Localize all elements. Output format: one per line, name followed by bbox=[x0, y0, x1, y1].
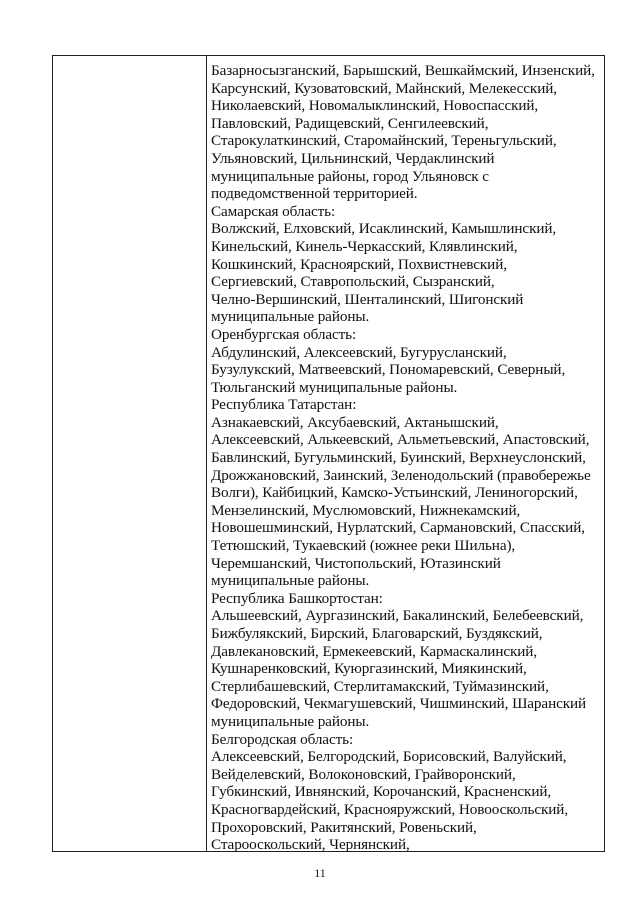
text-line: Новошешминский, Нурлатский, Сармановский, Спасский, bbox=[211, 519, 585, 537]
text-line: Белгородская область: bbox=[211, 730, 354, 748]
text-line: Кошкинский, Красноярский, Похвистневский, bbox=[211, 255, 507, 273]
text-line: Мензелинский, Муслюмовский, Нижнекамский, bbox=[211, 501, 521, 519]
column-divider bbox=[206, 56, 207, 851]
document-table bbox=[52, 55, 605, 852]
text-line: Оренбургская область: bbox=[211, 325, 357, 343]
text-line: Самарская область: bbox=[211, 202, 336, 220]
text-line: муниципальные районы. bbox=[211, 308, 370, 326]
text-line: Федоровский, Чекмагушевский, Чишминский, Шаранский bbox=[211, 695, 587, 713]
text-line: Дрожжановский, Заинский, Зеленодольский (правобережье bbox=[211, 466, 591, 484]
text-line: Губкинский, Ивнянский, Корочанский, Красненский, bbox=[211, 783, 552, 801]
text-line: Базарносызганский, Барышский, Вешкаймский, Инзенский, bbox=[211, 62, 595, 79]
text-line: Стерлибашевский, Стерлитамакский, Туймазинский, bbox=[211, 677, 549, 695]
text-line: Алексеевский, Алькеевский, Альметьевский, Апастовский, bbox=[211, 431, 590, 449]
text-line: Бузулукский, Матвеевский, Пономаревский, Северный, bbox=[211, 361, 566, 379]
text-line: Ульяновский, Цильнинский, Чердаклинский bbox=[211, 149, 495, 167]
text-line: Альшеевский, Аургазинский, Бакалинский, Белебеевский, bbox=[211, 607, 584, 625]
text-line: Карсунский, Кузоватовский, Майнский, Мелекесский, bbox=[211, 79, 557, 97]
text-line: Кинельский, Кинель-Черкасский, Клявлинский, bbox=[211, 237, 518, 255]
text-line: Черемшанский, Чистопольский, Ютазинский bbox=[211, 554, 501, 572]
text-line: Республика Татарстан: bbox=[211, 396, 357, 414]
text-line: Сергиевский, Ставропольский, Сызранский, bbox=[211, 273, 495, 291]
text-line: Кушнаренковский, Куюргазинский, Миякинский, bbox=[211, 660, 527, 678]
text-line: Красногвардейский, Краснояружский, Новооскольский, bbox=[211, 800, 569, 818]
text-line: муниципальные районы. bbox=[211, 712, 370, 730]
text-line: Абдулинский, Алексеевский, Бугурусланский, bbox=[211, 343, 507, 361]
text-line: Давлекановский, Ермекеевский, Кармаскалинский, bbox=[211, 642, 538, 660]
text-line: Алексеевский, Белгородский, Борисовский, Валуйский, bbox=[211, 748, 567, 766]
text-line: Тюльганский муниципальные районы. bbox=[211, 378, 458, 396]
text-line: Павловский, Радищевский, Сенгилеевский, bbox=[211, 114, 489, 132]
text-line: Прохоровский, Ракитянский, Ровеньский, bbox=[211, 818, 477, 836]
text-line: Бижбулякский, Бирский, Благоварский, Буздякский, bbox=[211, 625, 543, 642]
text-line: Челно-Вершинский, Шенталинский, Шигонский bbox=[211, 290, 524, 308]
text-line: Азнакаевский, Аксубаевский, Актанышский, bbox=[211, 413, 499, 431]
right-cell-text bbox=[211, 62, 603, 854]
text-line: муниципальные районы. bbox=[211, 572, 370, 590]
page-number: 11 bbox=[314, 866, 326, 880]
text-line: Волжский, Елховский, Исаклинский, Камышлинский, bbox=[211, 220, 557, 238]
text-line: Старокулаткинский, Старомайнский, Тереньгульский, bbox=[211, 132, 557, 150]
text-line: Бавлинский, Бугульминский, Буинский, Верхнеуслонский, bbox=[211, 449, 586, 467]
text-line: подведомственной территорией. bbox=[211, 185, 418, 203]
text-line: Волги), Кайбицкий, Камско-Устьинский, Лениногорский, bbox=[211, 484, 578, 502]
text-line: Старооскольский, Чернянский, bbox=[211, 836, 410, 854]
text-line: Республика Башкортостан: bbox=[211, 589, 383, 607]
text-line: Вейделевский, Волоконовский, Грайворонский, bbox=[211, 765, 516, 783]
text-line: муниципальные районы, город Ульяновск с bbox=[211, 167, 489, 185]
text-line: Тетюшский, Тукаевский (южнее реки Шильна), bbox=[211, 537, 516, 555]
text-line: Николаевский, Новомалыклинский, Новоспасский, bbox=[211, 97, 539, 115]
